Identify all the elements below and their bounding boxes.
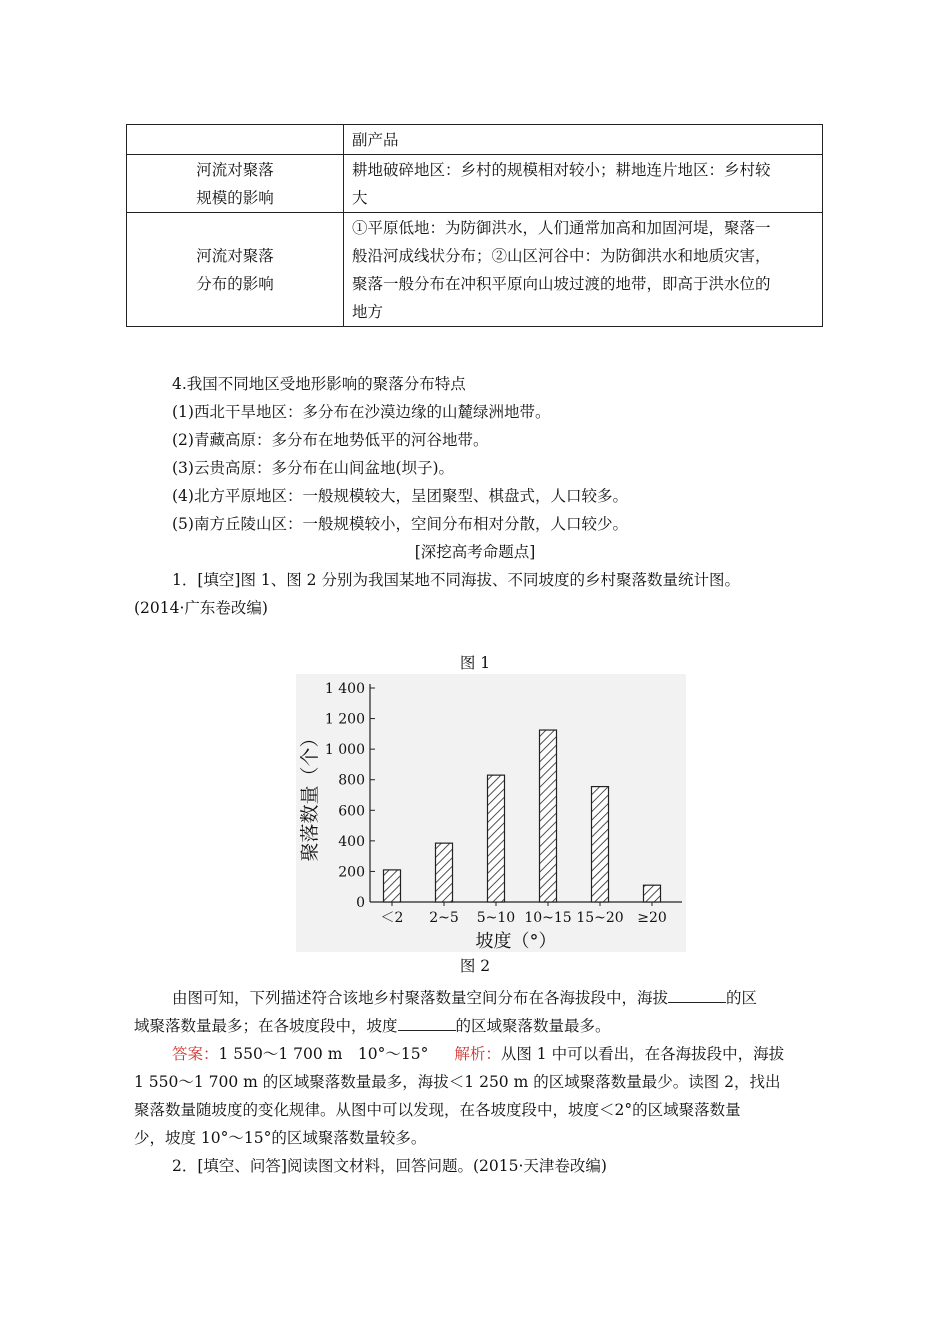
analysis-text: 少，坡度 10°～15°的区域聚落数量较多。 (134, 1129, 427, 1147)
y-tick-label: 1 000 (324, 742, 365, 759)
figure-caption: 图 2 (459, 957, 491, 975)
y-axis-label: 聚落数量（个） (299, 728, 321, 862)
table-cell-text: 河流对聚落 (196, 160, 274, 179)
table-cell-left (127, 155, 344, 213)
question-text: 2．[填空、问答]阅读图文材料，回答问题。(2015·天津卷改编) (172, 1157, 607, 1175)
x-tick-label: 15~20 (576, 910, 624, 926)
bar (436, 843, 453, 902)
analysis-text: 聚落数量随坡度的变化规律。从图中可以发现，在各坡度段中，坡度＜2°的区域聚落数量 (134, 1101, 741, 1119)
stem-text: 的区域聚落数量最多。 (455, 1017, 611, 1035)
bar-chart (296, 674, 686, 952)
bar (540, 730, 557, 902)
bar (644, 885, 661, 902)
x-tick-label: 5~10 (476, 910, 516, 926)
bar (384, 870, 401, 902)
x-tick-label: ≥20 (637, 910, 667, 926)
list-item: (4)北方平原地区：一般规模较大，呈团聚型、棋盘式，人口较多。 (172, 487, 628, 505)
section-heading: [深挖高考命题点] (414, 543, 536, 561)
table-cell-text: 般沿河成线状分布；②山区河谷中：为防御洪水和地质灾害， (352, 246, 771, 265)
section-title: 4.我国不同地区受地形影响的聚落分布特点 (172, 375, 466, 393)
question-stem (134, 1012, 611, 1040)
y-tick-label: 200 (338, 864, 365, 881)
table-cell-text: 聚落一般分布在冲积平原向山坡过渡的地带，即高于洪水位的 (352, 274, 771, 293)
table-cell-left (127, 125, 344, 155)
list-item: (3)云贵高原：多分布在山间盆地(坝子)。 (172, 459, 455, 477)
question-stem (172, 984, 757, 1012)
table-cell-right (344, 125, 823, 155)
table-row (127, 155, 823, 213)
table-cell-text: 地方 (352, 302, 384, 321)
list-item: (1)西北干旱地区：多分布在沙漠边缘的山麓绿洲地带。 (172, 403, 551, 421)
stem-text: 的区 (726, 989, 758, 1007)
list-item: (5)南方丘陵山区：一般规模较小，空间分布相对分散，人口较少。 (172, 515, 628, 533)
table-cell-text: 耕地破碎地区：乡村的规模相对较小；耕地连片地区：乡村较 (352, 160, 771, 179)
analysis-text: 从图 1 中可以看出，在各海拔段中，海拔 (500, 1045, 785, 1063)
table-row (127, 125, 823, 155)
y-tick-label: 0 (356, 895, 365, 911)
list-item: (2)青藏高原：多分布在地势低平的河谷地带。 (172, 431, 489, 449)
table-cell-text: 大 (352, 188, 368, 207)
y-tick-label: 400 (338, 833, 365, 850)
x-tick-label: ＜2 (380, 910, 404, 926)
table-cell-text: 河流对聚落 (196, 246, 274, 265)
question-text: 1．[填空]图 1、图 2 分别为我国某地不同海拔、不同坡度的乡村聚落数量统计图。 (172, 571, 740, 589)
bar (592, 787, 609, 902)
table-cell-text: 副产品 (352, 130, 399, 149)
stem-text: 由图可知，下列描述符合该地乡村聚落数量空间分布在各海拔段中，海拔 (172, 989, 669, 1007)
x-tick-label: 2~5 (429, 910, 459, 926)
answer-text: 1 550～1 700 m 10°～15° (218, 1045, 429, 1063)
table-cell-right (344, 155, 823, 213)
answer-label: 答案： (172, 1045, 219, 1063)
y-tick-label: 1 400 (324, 681, 365, 697)
analysis-text: 1 550～1 700 m 的区域聚落数量最多，海拔＜1 250 m 的区域聚落数量最少。读图 2，找出 (134, 1073, 781, 1091)
table-cell-text: 规模的影响 (196, 188, 274, 207)
figure-caption: 图 1 (459, 654, 491, 672)
y-tick-label: 600 (338, 803, 365, 820)
question-source: (2014·广东卷改编) (134, 599, 268, 617)
table-cell-left (127, 213, 344, 327)
x-tick-label: 10~15 (524, 910, 572, 926)
info-table (126, 124, 823, 327)
answer-blank[interactable] (398, 1014, 456, 1031)
table-cell-text: ①平原低地：为防御洪水，人们通常加高和加固河堤，聚落一 (352, 218, 771, 237)
table-row (127, 213, 823, 327)
x-axis-label: 坡度（°） (475, 931, 557, 952)
bar (488, 775, 505, 902)
stem-text: 域聚落数量最多；在各坡度段中，坡度 (134, 1017, 398, 1035)
table-cell-right (344, 213, 823, 327)
table-cell-text: 分布的影响 (196, 274, 274, 293)
y-tick-label: 1 200 (324, 711, 365, 728)
answer-line (172, 1040, 784, 1068)
analysis-label: 解析： (454, 1045, 501, 1063)
answer-blank[interactable] (668, 986, 726, 1003)
y-tick-label: 800 (338, 772, 365, 789)
